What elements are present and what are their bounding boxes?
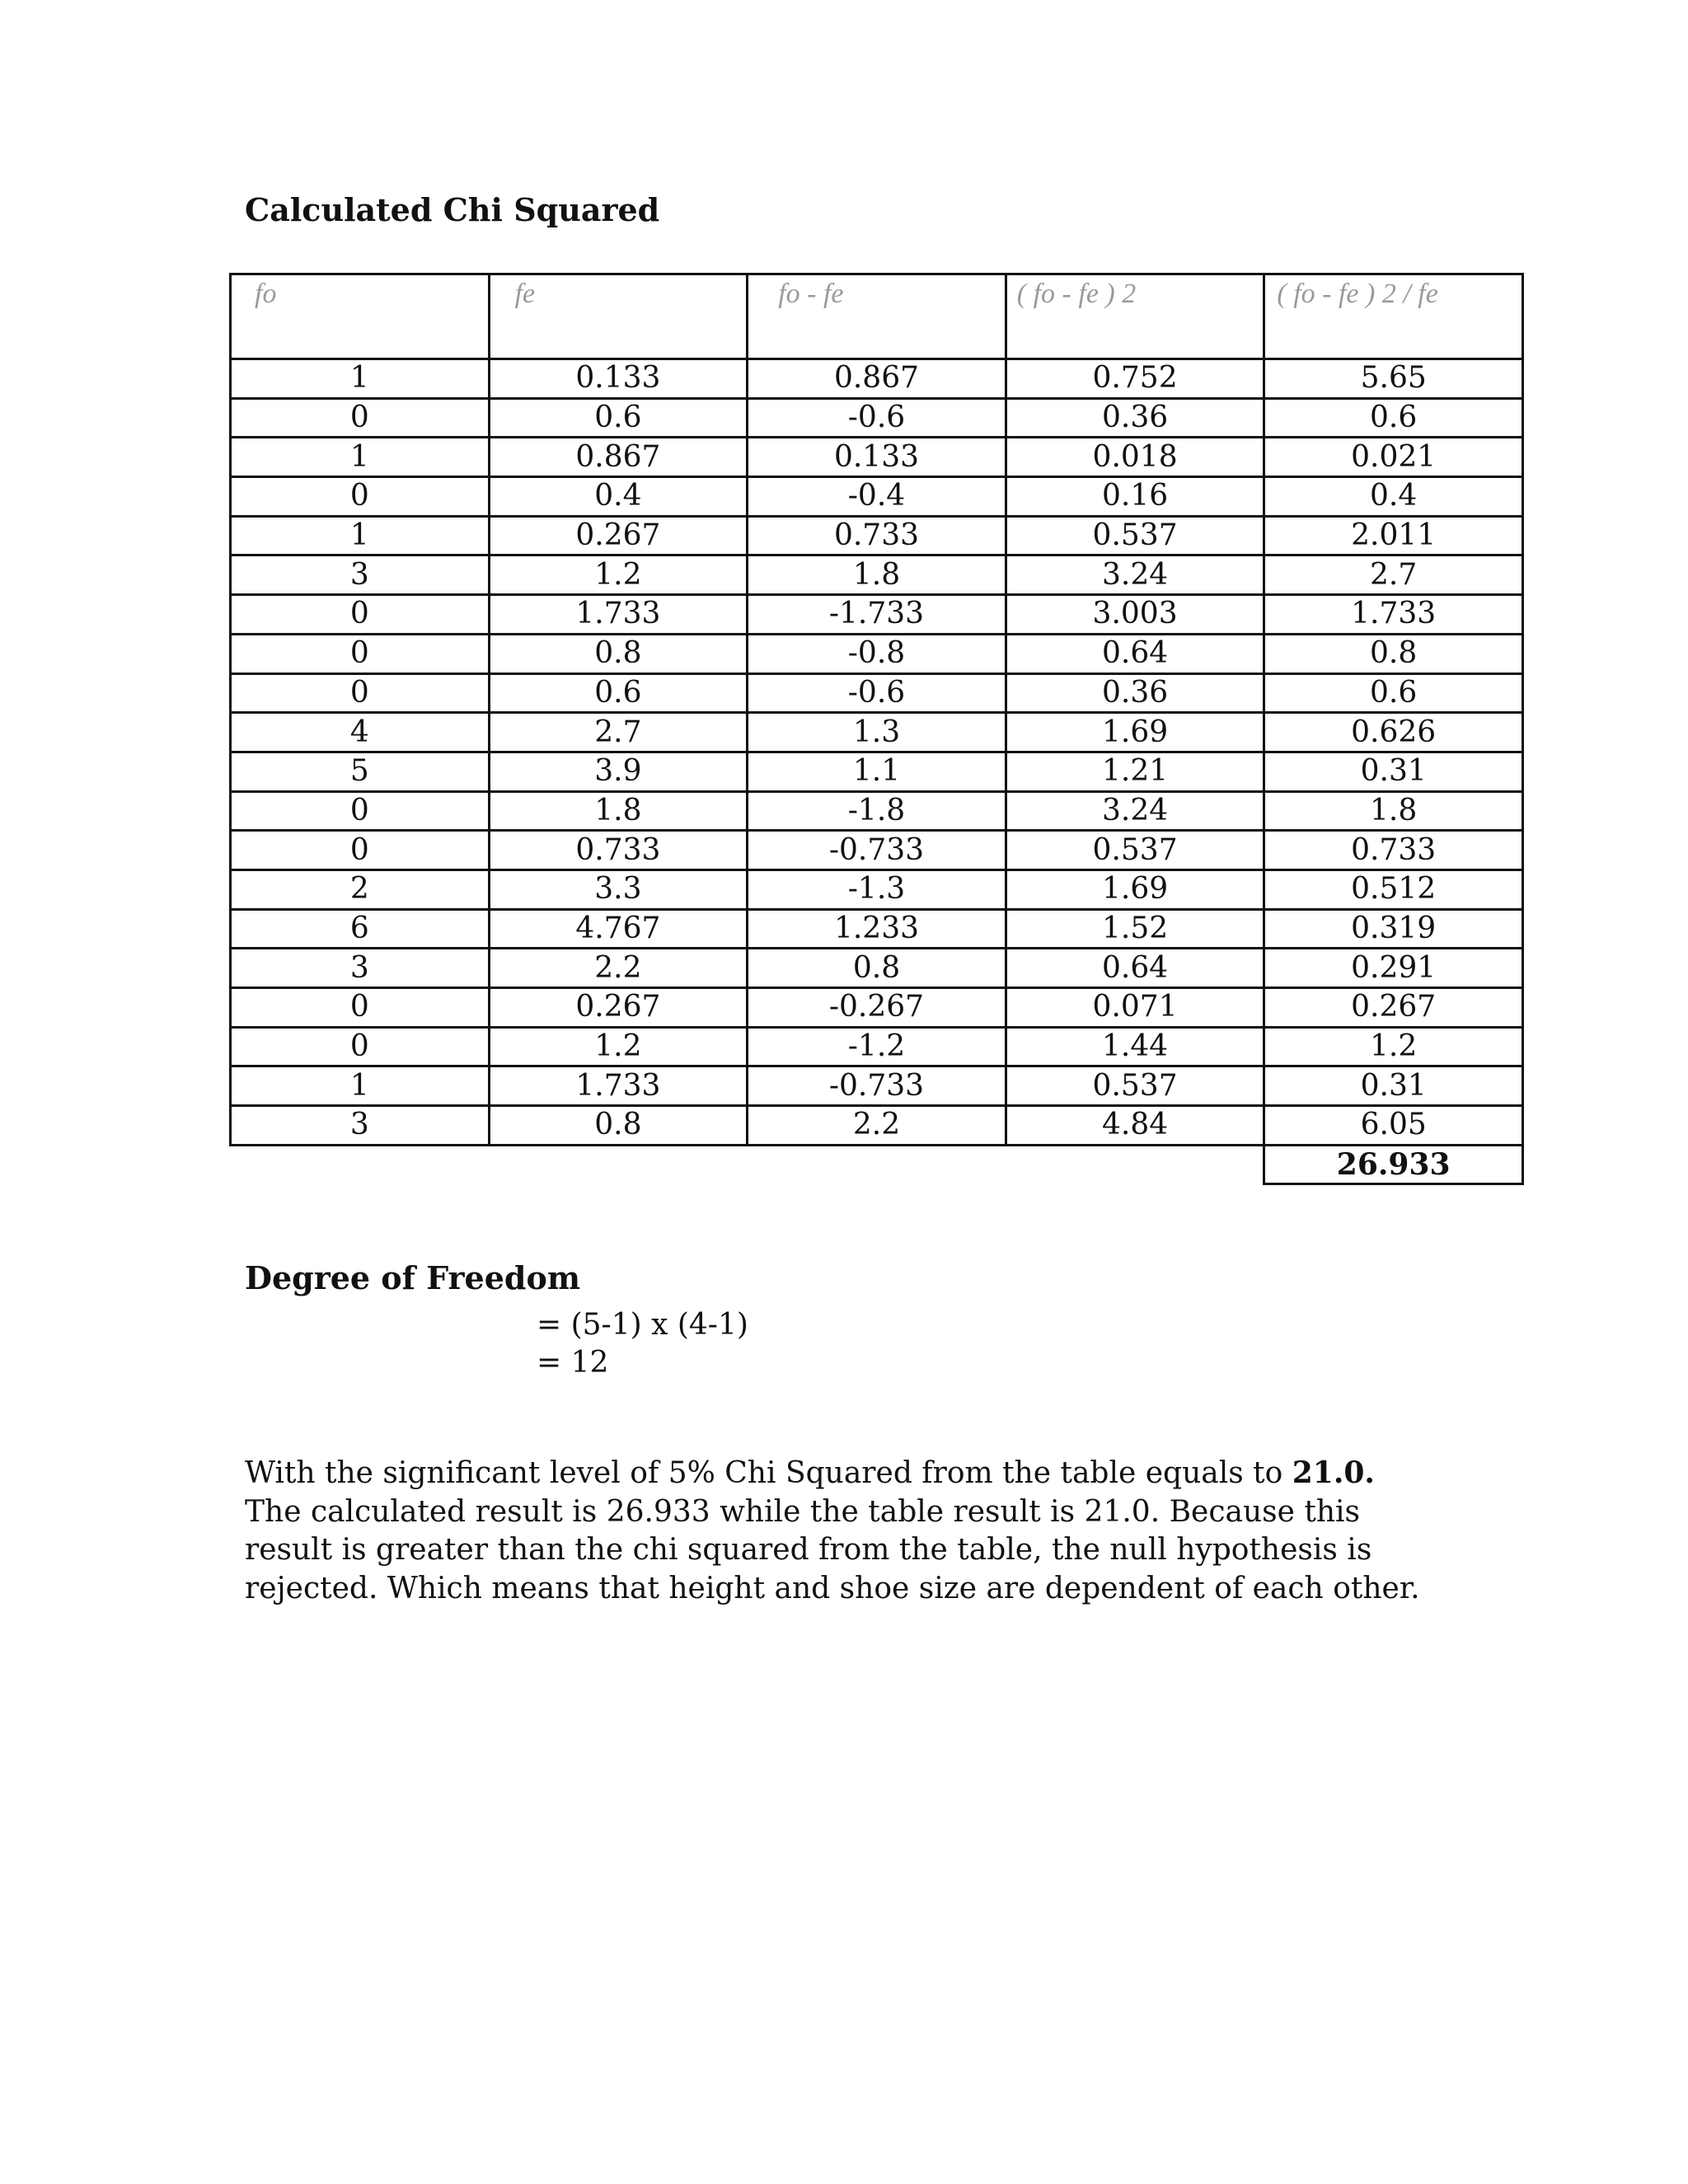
cell-observed: 3 (231, 555, 490, 595)
cell-observed: 5 (231, 752, 490, 791)
cell-expected: 0.133 (489, 359, 748, 399)
table-row (231, 1066, 1523, 1106)
cell-difference: 0.733 (748, 516, 1006, 555)
cell-expected: 4.767 (489, 909, 748, 949)
cell-chi-component: 5.65 (1264, 359, 1523, 399)
cell-chi-component: 1.733 (1264, 595, 1523, 635)
cell-difference-squared: 0.018 (1006, 438, 1264, 477)
cell-difference-squared: 4.84 (1006, 1106, 1264, 1146)
table-header-row (231, 274, 1523, 359)
table-row (231, 438, 1523, 477)
cell-difference-squared: 1.52 (1006, 909, 1264, 949)
cell-difference-squared: 0.36 (1006, 398, 1264, 438)
table-row (231, 988, 1523, 1028)
table-row (231, 713, 1523, 752)
table-chi-value: 21.0. (1292, 1455, 1375, 1490)
cell-observed: 0 (231, 595, 490, 635)
cell-chi-component: 1.2 (1264, 1027, 1523, 1066)
cell-chi-component: 1.8 (1264, 791, 1523, 831)
total-row (231, 1145, 1523, 1184)
cell-expected: 1.2 (489, 555, 748, 595)
cell-chi-component: 0.31 (1264, 1066, 1523, 1106)
cell-difference: -0.4 (748, 477, 1006, 517)
cell-observed: 1 (231, 438, 490, 477)
cell-chi-component: 0.021 (1264, 438, 1523, 477)
cell-difference: 0.133 (748, 438, 1006, 477)
cell-difference-squared: 1.69 (1006, 869, 1264, 909)
cell-difference-squared: 0.36 (1006, 673, 1264, 713)
cell-chi-component: 0.6 (1264, 673, 1523, 713)
degree-of-freedom-heading: Degree of Freedom (245, 1259, 581, 1296)
cell-observed: 1 (231, 1066, 490, 1106)
cell-difference: -0.267 (748, 988, 1006, 1028)
cell-difference: -1.3 (748, 869, 1006, 909)
cell-difference: -1.733 (748, 595, 1006, 635)
cell-expected: 2.2 (489, 949, 748, 988)
cell-chi-component: 0.291 (1264, 949, 1523, 988)
cell-expected: 0.8 (489, 1106, 748, 1146)
degree-of-freedom-formula: = (5-1) x (4-1) (537, 1308, 748, 1342)
empty-cell (489, 1145, 748, 1184)
cell-difference-squared: 1.21 (1006, 752, 1264, 791)
cell-chi-component: 0.267 (1264, 988, 1523, 1028)
cell-expected: 0.267 (489, 988, 748, 1028)
cell-difference-squared: 0.16 (1006, 477, 1264, 517)
cell-observed: 1 (231, 359, 490, 399)
table-row (231, 634, 1523, 673)
cell-difference-squared: 3.24 (1006, 791, 1264, 831)
cell-difference-squared: 1.69 (1006, 713, 1264, 752)
cell-difference: -1.8 (748, 791, 1006, 831)
cell-chi-component: 0.31 (1264, 752, 1523, 791)
table-row (231, 516, 1523, 555)
cell-chi-component: 0.6 (1264, 398, 1523, 438)
cell-difference-squared: 0.537 (1006, 831, 1264, 870)
header-observed: fo (231, 274, 490, 359)
cell-observed: 0 (231, 988, 490, 1028)
table-row (231, 673, 1523, 713)
cell-observed: 0 (231, 791, 490, 831)
table-row (231, 909, 1523, 949)
table-row (231, 1027, 1523, 1066)
cell-difference-squared: 0.537 (1006, 516, 1264, 555)
conclusion-paragraph (245, 1454, 1432, 1608)
table-row (231, 752, 1523, 791)
cell-observed: 1 (231, 516, 490, 555)
cell-difference-squared: 0.64 (1006, 949, 1264, 988)
header-expected: fe (489, 274, 748, 359)
cell-observed: 6 (231, 909, 490, 949)
cell-difference: -0.6 (748, 398, 1006, 438)
header-difference-squared: ( fo - fe ) 2 (1006, 274, 1264, 359)
cell-difference: 1.3 (748, 713, 1006, 752)
cell-chi-component: 6.05 (1264, 1106, 1523, 1146)
table-row (231, 398, 1523, 438)
cell-expected: 0.6 (489, 398, 748, 438)
cell-observed: 3 (231, 949, 490, 988)
cell-expected: 3.3 (489, 869, 748, 909)
table-row (231, 595, 1523, 635)
table-row (231, 555, 1523, 595)
cell-difference: 0.867 (748, 359, 1006, 399)
empty-cell (1006, 1145, 1264, 1184)
conclusion-text-start: With the significant level of 5% Chi Squared from the table equals to (245, 1456, 1292, 1490)
cell-difference: -0.733 (748, 1066, 1006, 1106)
cell-expected: 3.9 (489, 752, 748, 791)
cell-chi-component: 0.319 (1264, 909, 1523, 949)
cell-expected: 1.2 (489, 1027, 748, 1066)
table-row (231, 1106, 1523, 1146)
cell-observed: 0 (231, 634, 490, 673)
cell-observed: 0 (231, 831, 490, 870)
cell-chi-component: 2.011 (1264, 516, 1523, 555)
page-title: Calculated Chi Squared (245, 191, 660, 228)
cell-observed: 0 (231, 1027, 490, 1066)
cell-expected: 1.733 (489, 595, 748, 635)
table-row (231, 949, 1523, 988)
table-body (231, 359, 1523, 1184)
cell-chi-component: 0.8 (1264, 634, 1523, 673)
cell-difference: -0.733 (748, 831, 1006, 870)
cell-expected: 0.6 (489, 673, 748, 713)
cell-difference-squared: 3.003 (1006, 595, 1264, 635)
cell-observed: 4 (231, 713, 490, 752)
cell-difference: 0.8 (748, 949, 1006, 988)
cell-difference-squared: 1.44 (1006, 1027, 1264, 1066)
table-row (231, 359, 1523, 399)
cell-difference: 1.8 (748, 555, 1006, 595)
cell-difference-squared: 0.752 (1006, 359, 1264, 399)
chi-squared-total: 26.933 (1264, 1145, 1523, 1184)
cell-chi-component: 2.7 (1264, 555, 1523, 595)
header-chi-component: ( fo - fe ) 2 / fe (1264, 274, 1523, 359)
empty-cell (748, 1145, 1006, 1184)
cell-difference-squared: 0.071 (1006, 988, 1264, 1028)
cell-expected: 0.4 (489, 477, 748, 517)
cell-difference-squared: 3.24 (1006, 555, 1264, 595)
cell-observed: 2 (231, 869, 490, 909)
table-row (231, 791, 1523, 831)
cell-difference: 2.2 (748, 1106, 1006, 1146)
cell-chi-component: 0.733 (1264, 831, 1523, 870)
cell-difference-squared: 0.537 (1006, 1066, 1264, 1106)
cell-observed: 0 (231, 398, 490, 438)
conclusion-text-end: The calculated result is 26.933 while the table result is 21.0. Because this result is greater than the chi squared from the table, the null hypothesis is rejected. Which means that height and shoe size are dependent of each other. (245, 1494, 1420, 1605)
cell-expected: 0.867 (489, 438, 748, 477)
cell-chi-component: 0.512 (1264, 869, 1523, 909)
cell-difference: -1.2 (748, 1027, 1006, 1066)
cell-expected: 0.267 (489, 516, 748, 555)
table-row (231, 869, 1523, 909)
cell-expected: 0.733 (489, 831, 748, 870)
cell-observed: 0 (231, 673, 490, 713)
cell-chi-component: 0.4 (1264, 477, 1523, 517)
cell-expected: 1.733 (489, 1066, 748, 1106)
cell-expected: 0.8 (489, 634, 748, 673)
cell-observed: 3 (231, 1106, 490, 1146)
cell-observed: 0 (231, 477, 490, 517)
empty-cell (231, 1145, 490, 1184)
chi-squared-table (229, 273, 1524, 1185)
cell-difference: -0.6 (748, 673, 1006, 713)
header-difference: fo - fe (748, 274, 1006, 359)
cell-expected: 1.8 (489, 791, 748, 831)
cell-difference: 1.233 (748, 909, 1006, 949)
cell-difference: -0.8 (748, 634, 1006, 673)
cell-chi-component: 0.626 (1264, 713, 1523, 752)
cell-expected: 2.7 (489, 713, 748, 752)
table-row (231, 477, 1523, 517)
cell-difference: 1.1 (748, 752, 1006, 791)
table-row (231, 831, 1523, 870)
cell-difference-squared: 0.64 (1006, 634, 1264, 673)
degree-of-freedom-result: = 12 (537, 1346, 609, 1380)
